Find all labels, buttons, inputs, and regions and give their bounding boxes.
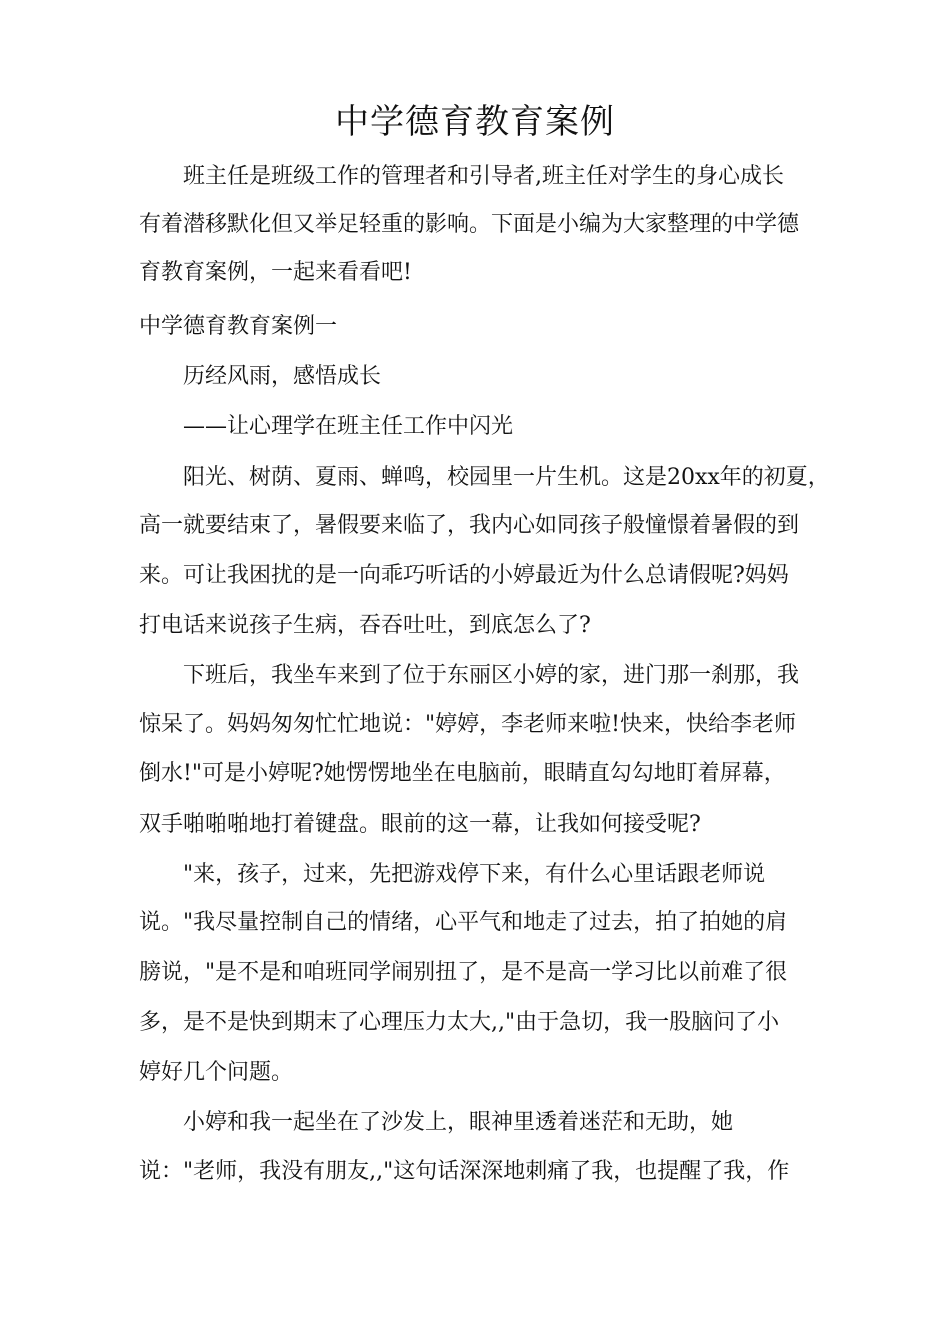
paragraph-line: 下班后，我坐车来到了位于东丽区小婷的家，进门那一刹那，我 bbox=[183, 663, 800, 688]
subtitle-line: ——让心理学在班主任工作中闪光 bbox=[183, 414, 514, 439]
document-title: 中学德育教育案例 bbox=[335, 102, 615, 142]
paragraph-line: 育教育案例，一起来看看吧! bbox=[139, 260, 412, 285]
section-heading: 中学德育教育案例一 bbox=[139, 314, 338, 339]
paragraph-line: 惊呆了。妈妈匆匆忙忙地说："婷婷，李老师来啦!快来，快给李老师 bbox=[139, 712, 796, 737]
paragraph-line: 倒水!"可是小婷呢?她愣愣地坐在电脑前，眼睛直勾勾地盯着屏幕， bbox=[139, 761, 786, 786]
paragraph-line: 打电话来说孩子生病，吞吞吐吐，到底怎么了? bbox=[139, 613, 591, 638]
paragraph-line: 高一就要结束了，暑假要来临了，我内心如同孩子般憧憬着暑假的到 bbox=[139, 513, 800, 538]
paragraph-line: 阳光、树荫、夏雨、蝉鸣，校园里一片生机。这是20xx年的初夏， bbox=[183, 465, 830, 490]
paragraph-line: 来。可让我困扰的是一向乖巧听话的小婷最近为什么总请假呢?妈妈 bbox=[139, 563, 789, 588]
paragraph-line: 婷好几个问题。 bbox=[139, 1060, 294, 1085]
subtitle-line: 历经风雨，感悟成长 bbox=[183, 364, 382, 389]
paragraph-line: "来，孩子，过来，先把游戏停下来，有什么心里话跟老师说 bbox=[183, 862, 766, 887]
paragraph-line: 小婷和我一起坐在了沙发上，眼神里透着迷茫和无助，她 bbox=[183, 1110, 734, 1135]
paragraph-line: 说。"我尽量控制自己的情绪，心平气和地走了过去，拍了拍她的肩 bbox=[139, 910, 788, 935]
paragraph-line: 双手啪啪啪地打着键盘。眼前的这一幕，让我如何接受呢? bbox=[139, 812, 701, 837]
paragraph-line: 班主任是班级工作的管理者和引导者,班主任对学生的身心成长 bbox=[183, 164, 784, 189]
paragraph-line: 有着潜移默化但又举足轻重的影响。下面是小编为大家整理的中学德 bbox=[139, 212, 800, 237]
paragraph-line: 膀说，"是不是和咱班同学闹别扭了，是不是高一学习比以前难了很 bbox=[139, 960, 788, 985]
paragraph-line: 说："老师，我没有朋友,,"这句话深深地刺痛了我，也提醒了我，作 bbox=[139, 1159, 790, 1184]
paragraph-line: 多，是不是快到期末了心理压力太大,,"由于急切，我一股脑问了小 bbox=[139, 1010, 780, 1035]
